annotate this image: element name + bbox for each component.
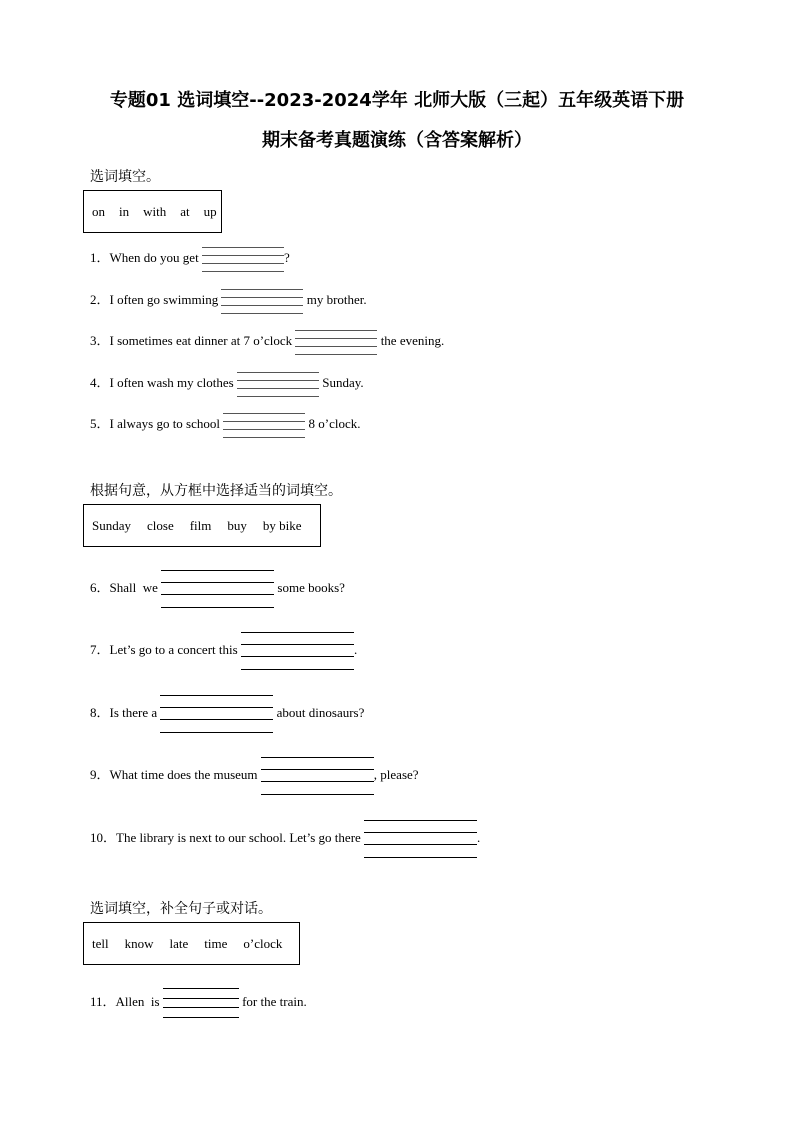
- answer-blank[interactable]: [241, 632, 354, 670]
- question-4: [90, 371, 364, 397]
- word-option: buy: [227, 517, 247, 533]
- answer-blank[interactable]: [202, 246, 284, 272]
- section-3-word-box: [83, 922, 300, 965]
- question-1: [90, 246, 290, 272]
- question-text-before: Let’s go to a concert this: [109, 641, 238, 657]
- answer-blank[interactable]: [221, 288, 303, 314]
- question-number: 1．: [90, 249, 110, 265]
- document-title-line2: 期末备考真题演练（含答案解析）: [262, 130, 532, 151]
- question-number: 4．: [90, 374, 110, 390]
- question-text-after: about dinosaurs?: [276, 704, 365, 720]
- answer-blank[interactable]: [223, 412, 305, 438]
- answer-blank[interactable]: [364, 820, 477, 858]
- word-option: in: [119, 203, 130, 219]
- word-option: with: [143, 203, 167, 219]
- question-10: [90, 820, 480, 858]
- question-7: [90, 632, 357, 670]
- question-number: 9．: [90, 766, 110, 782]
- question-text-before: What time does the museum: [109, 766, 258, 782]
- question-11: [90, 988, 307, 1018]
- question-5: [90, 412, 360, 438]
- question-number: 11．: [90, 993, 116, 1009]
- word-option: know: [124, 935, 154, 951]
- word-option: time: [204, 935, 228, 951]
- section-2-instruction: 根据句意，从方框中选择适当的词填空。: [90, 483, 342, 499]
- section-1-instruction: 选词填空。: [90, 169, 160, 185]
- answer-blank[interactable]: [261, 757, 374, 795]
- section-3-instruction: 选词填空，补全句子或对话。: [90, 901, 272, 917]
- word-option: o’clock: [243, 935, 283, 951]
- question-number: 5．: [90, 415, 110, 431]
- word-option: at: [180, 203, 190, 219]
- word-option: up: [203, 203, 217, 219]
- question-text-after: the evening.: [380, 332, 445, 348]
- question-8: [90, 695, 364, 733]
- question-text-after: .: [477, 829, 481, 845]
- question-3: [90, 329, 444, 355]
- question-text-before: When do you get: [109, 249, 199, 265]
- question-text-after: for the train.: [242, 993, 307, 1009]
- question-9: [90, 757, 419, 795]
- question-text-after: .: [353, 641, 358, 657]
- question-text-before: Shall we: [109, 579, 158, 595]
- question-text-after: ?: [283, 249, 290, 265]
- question-text-after: Sunday.: [322, 374, 364, 390]
- question-text-after: some books?: [277, 579, 345, 595]
- answer-blank[interactable]: [295, 329, 377, 355]
- question-number: 8．: [90, 704, 110, 720]
- word-option: late: [169, 935, 189, 951]
- word-option: film: [189, 517, 212, 533]
- word-option: close: [147, 517, 174, 533]
- question-2: [90, 288, 367, 314]
- question-text-before: I often go swimming: [109, 291, 219, 307]
- question-text-before: I often wash my clothes: [109, 374, 234, 390]
- question-text-after: , please?: [373, 766, 419, 782]
- question-text-after: 8 o’clock.: [308, 415, 361, 431]
- question-6: [90, 570, 345, 608]
- question-number: 10．: [90, 829, 117, 845]
- question-text-before: The library is next to our school. Let’s go there: [116, 829, 361, 845]
- section-1-word-box: [83, 190, 222, 233]
- question-text-after: my brother.: [306, 291, 367, 307]
- question-number: 6．: [90, 579, 110, 595]
- question-text-before: Is there a: [109, 704, 158, 720]
- word-option: by bike: [262, 517, 302, 533]
- question-text-before: I always go to school: [109, 415, 220, 431]
- question-number: 2．: [90, 291, 110, 307]
- question-text-before: Allen is: [115, 993, 160, 1009]
- question-number: 7．: [90, 641, 110, 657]
- answer-blank[interactable]: [237, 371, 319, 397]
- section-2-word-box: [83, 504, 321, 547]
- question-text-before: I sometimes eat dinner at 7 o’clock: [109, 332, 293, 348]
- question-number: 3．: [90, 332, 110, 348]
- answer-blank[interactable]: [160, 695, 273, 733]
- answer-blank[interactable]: [163, 988, 239, 1018]
- answer-blank[interactable]: [161, 570, 274, 608]
- word-option: tell: [92, 935, 109, 951]
- document-title-line1: 专题01 选词填空--2023-2024学年 北师大版（三起）五年级英语下册: [109, 90, 685, 111]
- word-option: Sunday: [92, 517, 131, 533]
- word-option: on: [92, 203, 105, 219]
